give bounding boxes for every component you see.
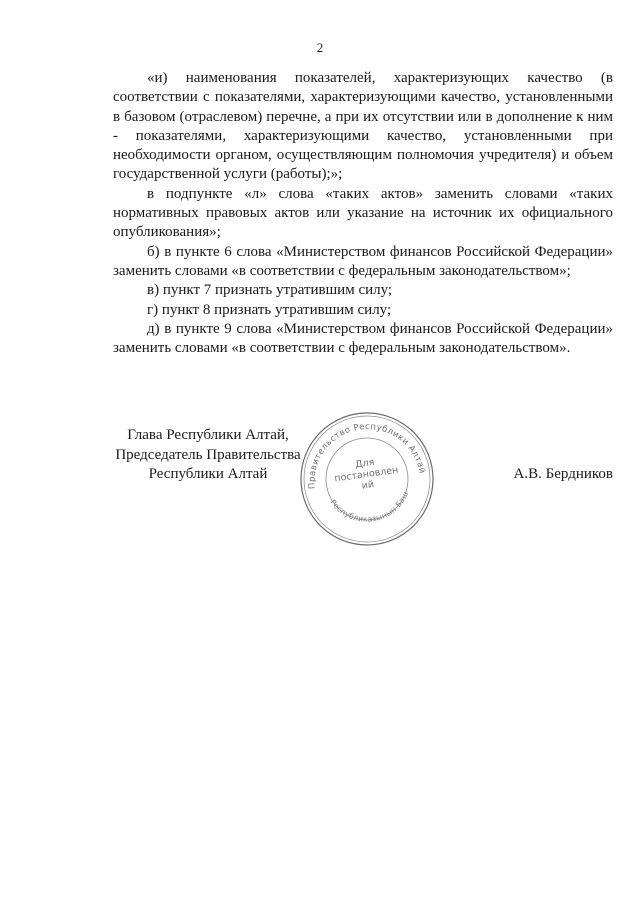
paragraph-item-b: б) в пункте 6 слова «Министерством финансов Российской Федерации» заменить словами «в соответствии с федеральным законодательством»; — [113, 243, 613, 279]
paragraph-item-g: г) пункт 8 признать утратившим силу; — [147, 301, 392, 318]
seal-bottom-text: Республиказынын Башкарузы — [328, 489, 411, 524]
signatory-name: А.В. Бердников — [513, 466, 613, 482]
signatory-position-line: Председатель Правительства — [115, 446, 301, 463]
document-body — [113, 69, 613, 358]
signatory-position-line: Республики Алтай — [148, 466, 268, 482]
signatory-position — [108, 426, 308, 485]
official-seal — [298, 410, 436, 548]
paragraph-item-v: в) пункт 7 признать утратившим силу; — [147, 282, 393, 299]
paragraph-subpoint-l: в подпункте «л» слова «таких актов» заменить словами «таких нормативных правовых актов или указание на источник их официального опубликования»; — [113, 185, 613, 241]
signatory-position-line: Глава Республики Алтай, — [127, 427, 289, 443]
seal-inner-text: Для постановлений — [333, 456, 399, 492]
paragraph-item-d: д) в пункте 9 слова «Министерством финансов Российской Федерации» заменить словами «в соответствии с федеральным законодательством». — [113, 320, 613, 357]
page-number: 2 — [316, 40, 324, 55]
seal-outer-text: Правительство Республики Алтай — [307, 421, 427, 490]
paragraph-item-i: «и) наименования показателей, характеризующих качество (в соответствии с показателями, характеризующими качество, установленными в базовом (отраслевом) перечне, а при их отсутствии или в дополнение к ним - показателями, характеризующими качество, установленными при необходимости органом, осуществляющим полномочия учредителя) и объем государственной услуги (работы);»; — [113, 70, 613, 183]
